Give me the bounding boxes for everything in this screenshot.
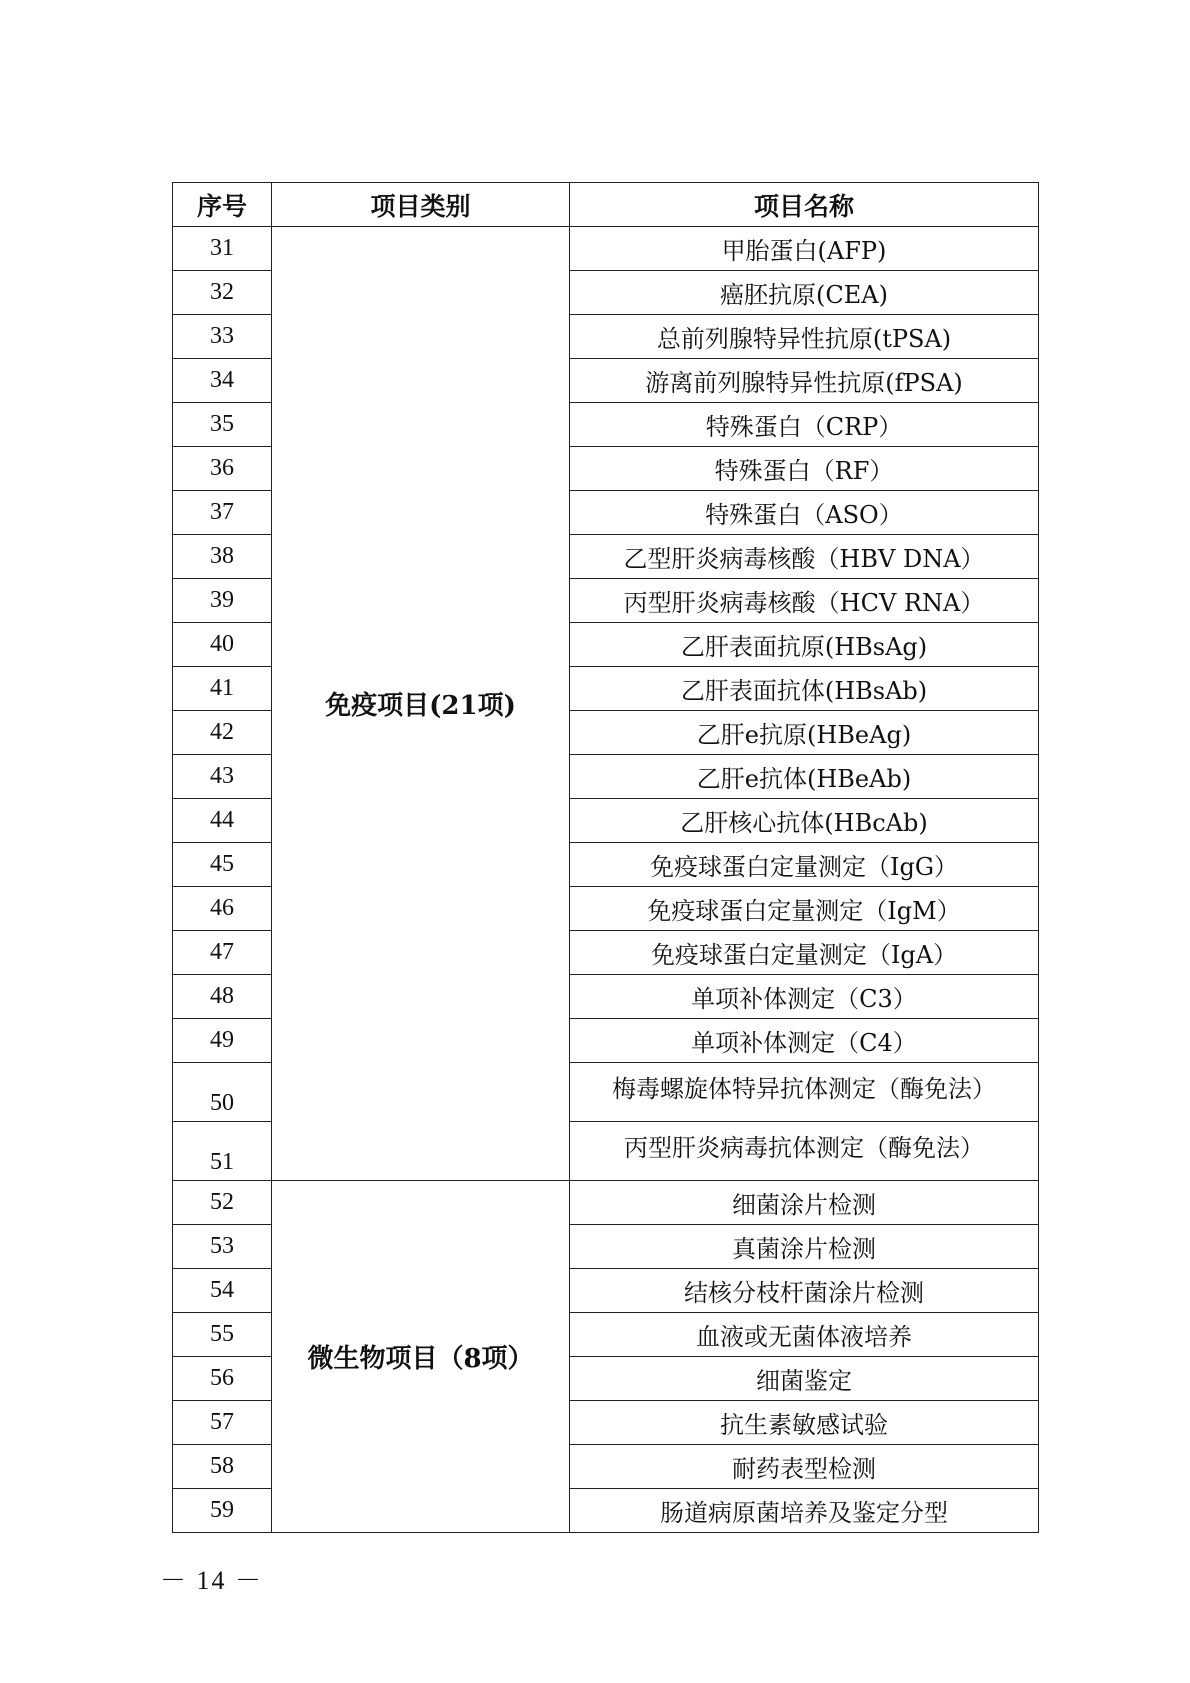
- row-seq-number: 43: [173, 755, 272, 799]
- row-seq-number: 56: [173, 1357, 272, 1401]
- row-seq-number: 52: [173, 1181, 272, 1225]
- row-seq-number: 40: [173, 623, 272, 667]
- row-item-name: 血液或无菌体液培养: [570, 1313, 1039, 1357]
- row-item-name: 耐药表型检测: [570, 1445, 1039, 1489]
- row-item-name: 抗生素敏感试验: [570, 1401, 1039, 1445]
- row-seq-number: 44: [173, 799, 272, 843]
- row-seq-number: 31: [173, 227, 272, 271]
- row-seq-number: 45: [173, 843, 272, 887]
- row-seq-number: 42: [173, 711, 272, 755]
- header-item-name: 项目名称: [570, 183, 1039, 227]
- row-item-name: 乙肝e抗原(HBeAg): [570, 711, 1039, 755]
- row-item-name: 游离前列腺特异性抗原(fPSA): [570, 359, 1039, 403]
- row-seq-number: 51: [173, 1122, 272, 1181]
- row-item-name: 乙型肝炎病毒核酸（HBV DNA）: [570, 535, 1039, 579]
- row-seq-number: 48: [173, 975, 272, 1019]
- row-seq-number: 59: [173, 1489, 272, 1533]
- page-number: － 14 －: [160, 1566, 264, 1595]
- row-seq-number: 47: [173, 931, 272, 975]
- table-header-row: [173, 183, 1039, 227]
- row-item-name: 丙型肝炎病毒核酸（HCV RNA）: [570, 579, 1039, 623]
- row-category: 免疫项目(21项): [272, 227, 570, 1181]
- row-item-name: 梅毒螺旋体特异抗体测定（酶免法）: [570, 1063, 1039, 1122]
- row-item-name: 乙肝e抗体(HBeAb): [570, 755, 1039, 799]
- row-item-name: 肠道病原菌培养及鉴定分型: [570, 1489, 1039, 1533]
- row-seq-number: 39: [173, 579, 272, 623]
- row-item-name: 免疫球蛋白定量测定（IgG）: [570, 843, 1039, 887]
- row-item-name: 甲胎蛋白(AFP): [570, 227, 1039, 271]
- table-row: [173, 227, 1039, 271]
- row-seq-number: 58: [173, 1445, 272, 1489]
- row-item-name: 细菌鉴定: [570, 1357, 1039, 1401]
- row-seq-number: 36: [173, 447, 272, 491]
- row-item-name: 细菌涂片检测: [570, 1181, 1039, 1225]
- row-seq-number: 57: [173, 1401, 272, 1445]
- row-item-name: 特殊蛋白（CRP）: [570, 403, 1039, 447]
- row-item-name: 丙型肝炎病毒抗体测定（酶免法）: [570, 1122, 1039, 1181]
- row-seq-number: 34: [173, 359, 272, 403]
- row-seq-number: 32: [173, 271, 272, 315]
- row-seq-number: 33: [173, 315, 272, 359]
- row-item-name: 乙肝核心抗体(HBcAb): [570, 799, 1039, 843]
- row-seq-number: 46: [173, 887, 272, 931]
- table-body: [173, 227, 1039, 1533]
- table-row: [173, 1181, 1039, 1225]
- row-seq-number: 53: [173, 1225, 272, 1269]
- row-item-name: 真菌涂片检测: [570, 1225, 1039, 1269]
- row-item-name: 癌胚抗原(CEA): [570, 271, 1039, 315]
- row-item-name: 乙肝表面抗原(HBsAg): [570, 623, 1039, 667]
- row-item-name: 单项补体测定（C4）: [570, 1019, 1039, 1063]
- row-category: 微生物项目（8项）: [272, 1181, 570, 1533]
- header-seq: 序号: [173, 183, 272, 227]
- header-category: 项目类别: [272, 183, 570, 227]
- row-seq-number: 49: [173, 1019, 272, 1063]
- row-item-name: 特殊蛋白（RF）: [570, 447, 1039, 491]
- items-table: [172, 182, 1039, 1533]
- row-seq-number: 55: [173, 1313, 272, 1357]
- row-seq-number: 54: [173, 1269, 272, 1313]
- row-item-name: 乙肝表面抗体(HBsAb): [570, 667, 1039, 711]
- row-item-name: 特殊蛋白（ASO）: [570, 491, 1039, 535]
- row-item-name: 单项补体测定（C3）: [570, 975, 1039, 1019]
- row-item-name: 免疫球蛋白定量测定（IgA）: [570, 931, 1039, 975]
- row-seq-number: 38: [173, 535, 272, 579]
- row-seq-number: 35: [173, 403, 272, 447]
- row-item-name: 总前列腺特异性抗原(tPSA): [570, 315, 1039, 359]
- row-item-name: 免疫球蛋白定量测定（IgM）: [570, 887, 1039, 931]
- row-seq-number: 37: [173, 491, 272, 535]
- row-seq-number: 50: [173, 1063, 272, 1122]
- row-item-name: 结核分枝杆菌涂片检测: [570, 1269, 1039, 1313]
- row-seq-number: 41: [173, 667, 272, 711]
